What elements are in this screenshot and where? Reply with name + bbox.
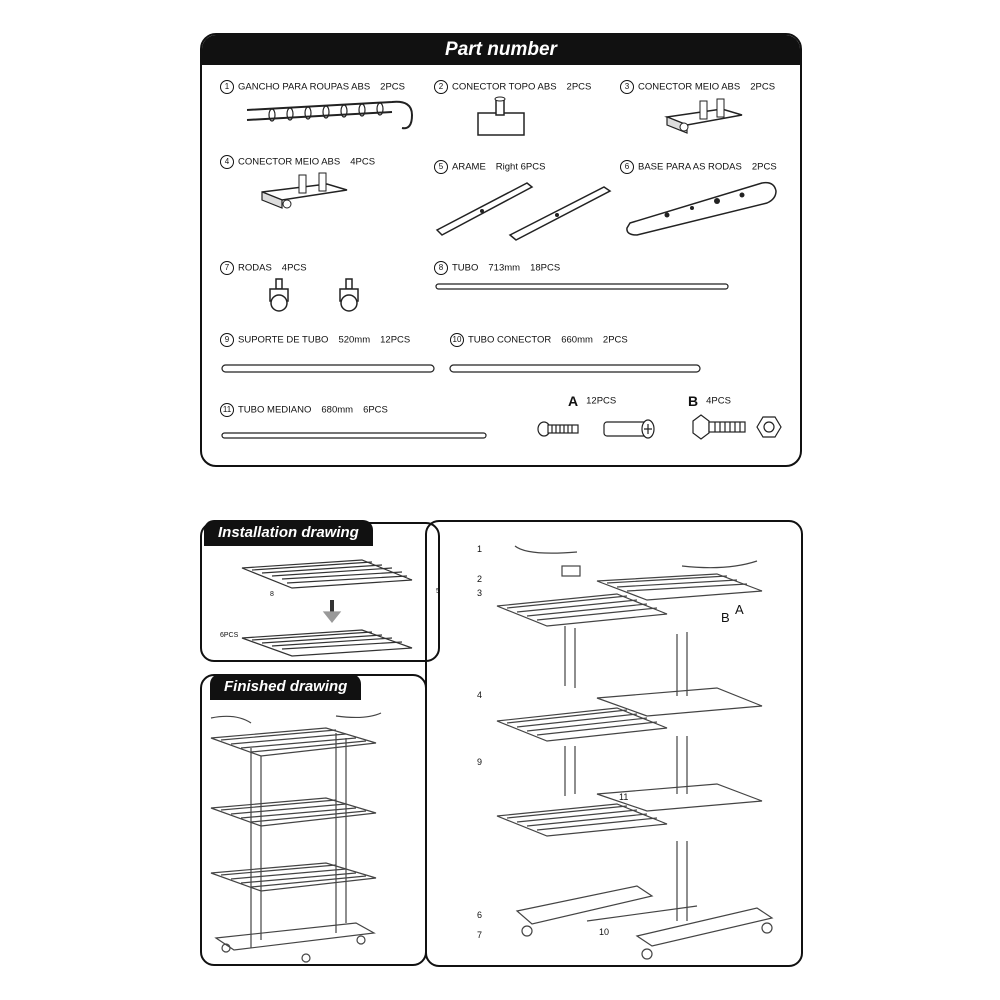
part-8-label: 8 TUBO 713mm 18PCS: [434, 261, 560, 275]
clothes-hook-icon: [242, 90, 422, 135]
tube-icon: [220, 431, 492, 441]
part-5-label: 5 ARAME Right 6PCS: [434, 160, 545, 174]
qty-note: 6PCS: [220, 632, 239, 639]
screw-icon: [534, 417, 664, 445]
part-10-label: 10 TUBO CONECTOR 660mm 2PCS: [450, 333, 628, 347]
part-3-label: 3 CONECTOR MEIO ABS 2PCS: [620, 80, 775, 94]
callout-6: 6: [477, 910, 483, 920]
callout-10: 10: [599, 927, 610, 937]
callout-1: 1: [477, 544, 483, 554]
parts-panel: [200, 33, 802, 467]
tube-icon: [448, 363, 708, 375]
callout-4: 4: [477, 690, 483, 700]
exploded-assembly-illustration: [487, 536, 799, 966]
screw-a-label: A 12PCS: [568, 393, 617, 409]
label-a: A: [735, 602, 744, 617]
callout-5: 5: [436, 588, 440, 595]
finished-rack-illustration: [206, 708, 421, 963]
callout-2: 2: [477, 574, 483, 584]
assembly-panel: [425, 520, 803, 967]
tube-icon: [434, 282, 734, 292]
part-7-label: 7 RODAS 4PCS: [220, 261, 307, 275]
label-b: B: [721, 610, 730, 625]
top-connector-icon: [472, 95, 532, 140]
callout-7: 7: [477, 930, 483, 940]
bolt-nut-icon: [689, 411, 789, 443]
callout-3: 3: [477, 588, 483, 598]
screw-b-label: B 4PCS: [688, 393, 731, 409]
wire-arm-icon: [432, 175, 622, 245]
part-1-label: 1 GANCHO PARA ROUPAS ABS 2PCS: [220, 80, 405, 94]
part-11-label: 11 TUBO MEDIANO 680mm 6PCS: [220, 403, 388, 417]
part-9-label: 9 SUPORTE DE TUBO 520mm 12PCS: [220, 333, 410, 347]
finished-panel: [200, 674, 427, 966]
part-4-label: 4 CONECTOR MEIO ABS 4PCS: [220, 155, 375, 169]
part-6-label: 6 BASE PARA AS RODAS 2PCS: [620, 160, 777, 174]
caster-wheel-icon: [262, 277, 382, 317]
installation-illustration: [212, 550, 437, 660]
part-2-label: 2 CONECTOR TOPO ABS 2PCS: [434, 80, 591, 94]
middle-connector-icon: [662, 97, 752, 137]
tube-icon: [220, 363, 440, 375]
finished-title: Finished drawing: [210, 674, 361, 700]
parts-title: Part number: [202, 35, 800, 65]
callout-11: 11: [619, 792, 629, 802]
installation-title: Installation drawing: [204, 520, 373, 546]
callout-9: 9: [477, 757, 483, 767]
wheel-base-icon: [622, 173, 782, 238]
callout-8: 8: [270, 591, 274, 598]
middle-connector-icon: [257, 170, 357, 215]
